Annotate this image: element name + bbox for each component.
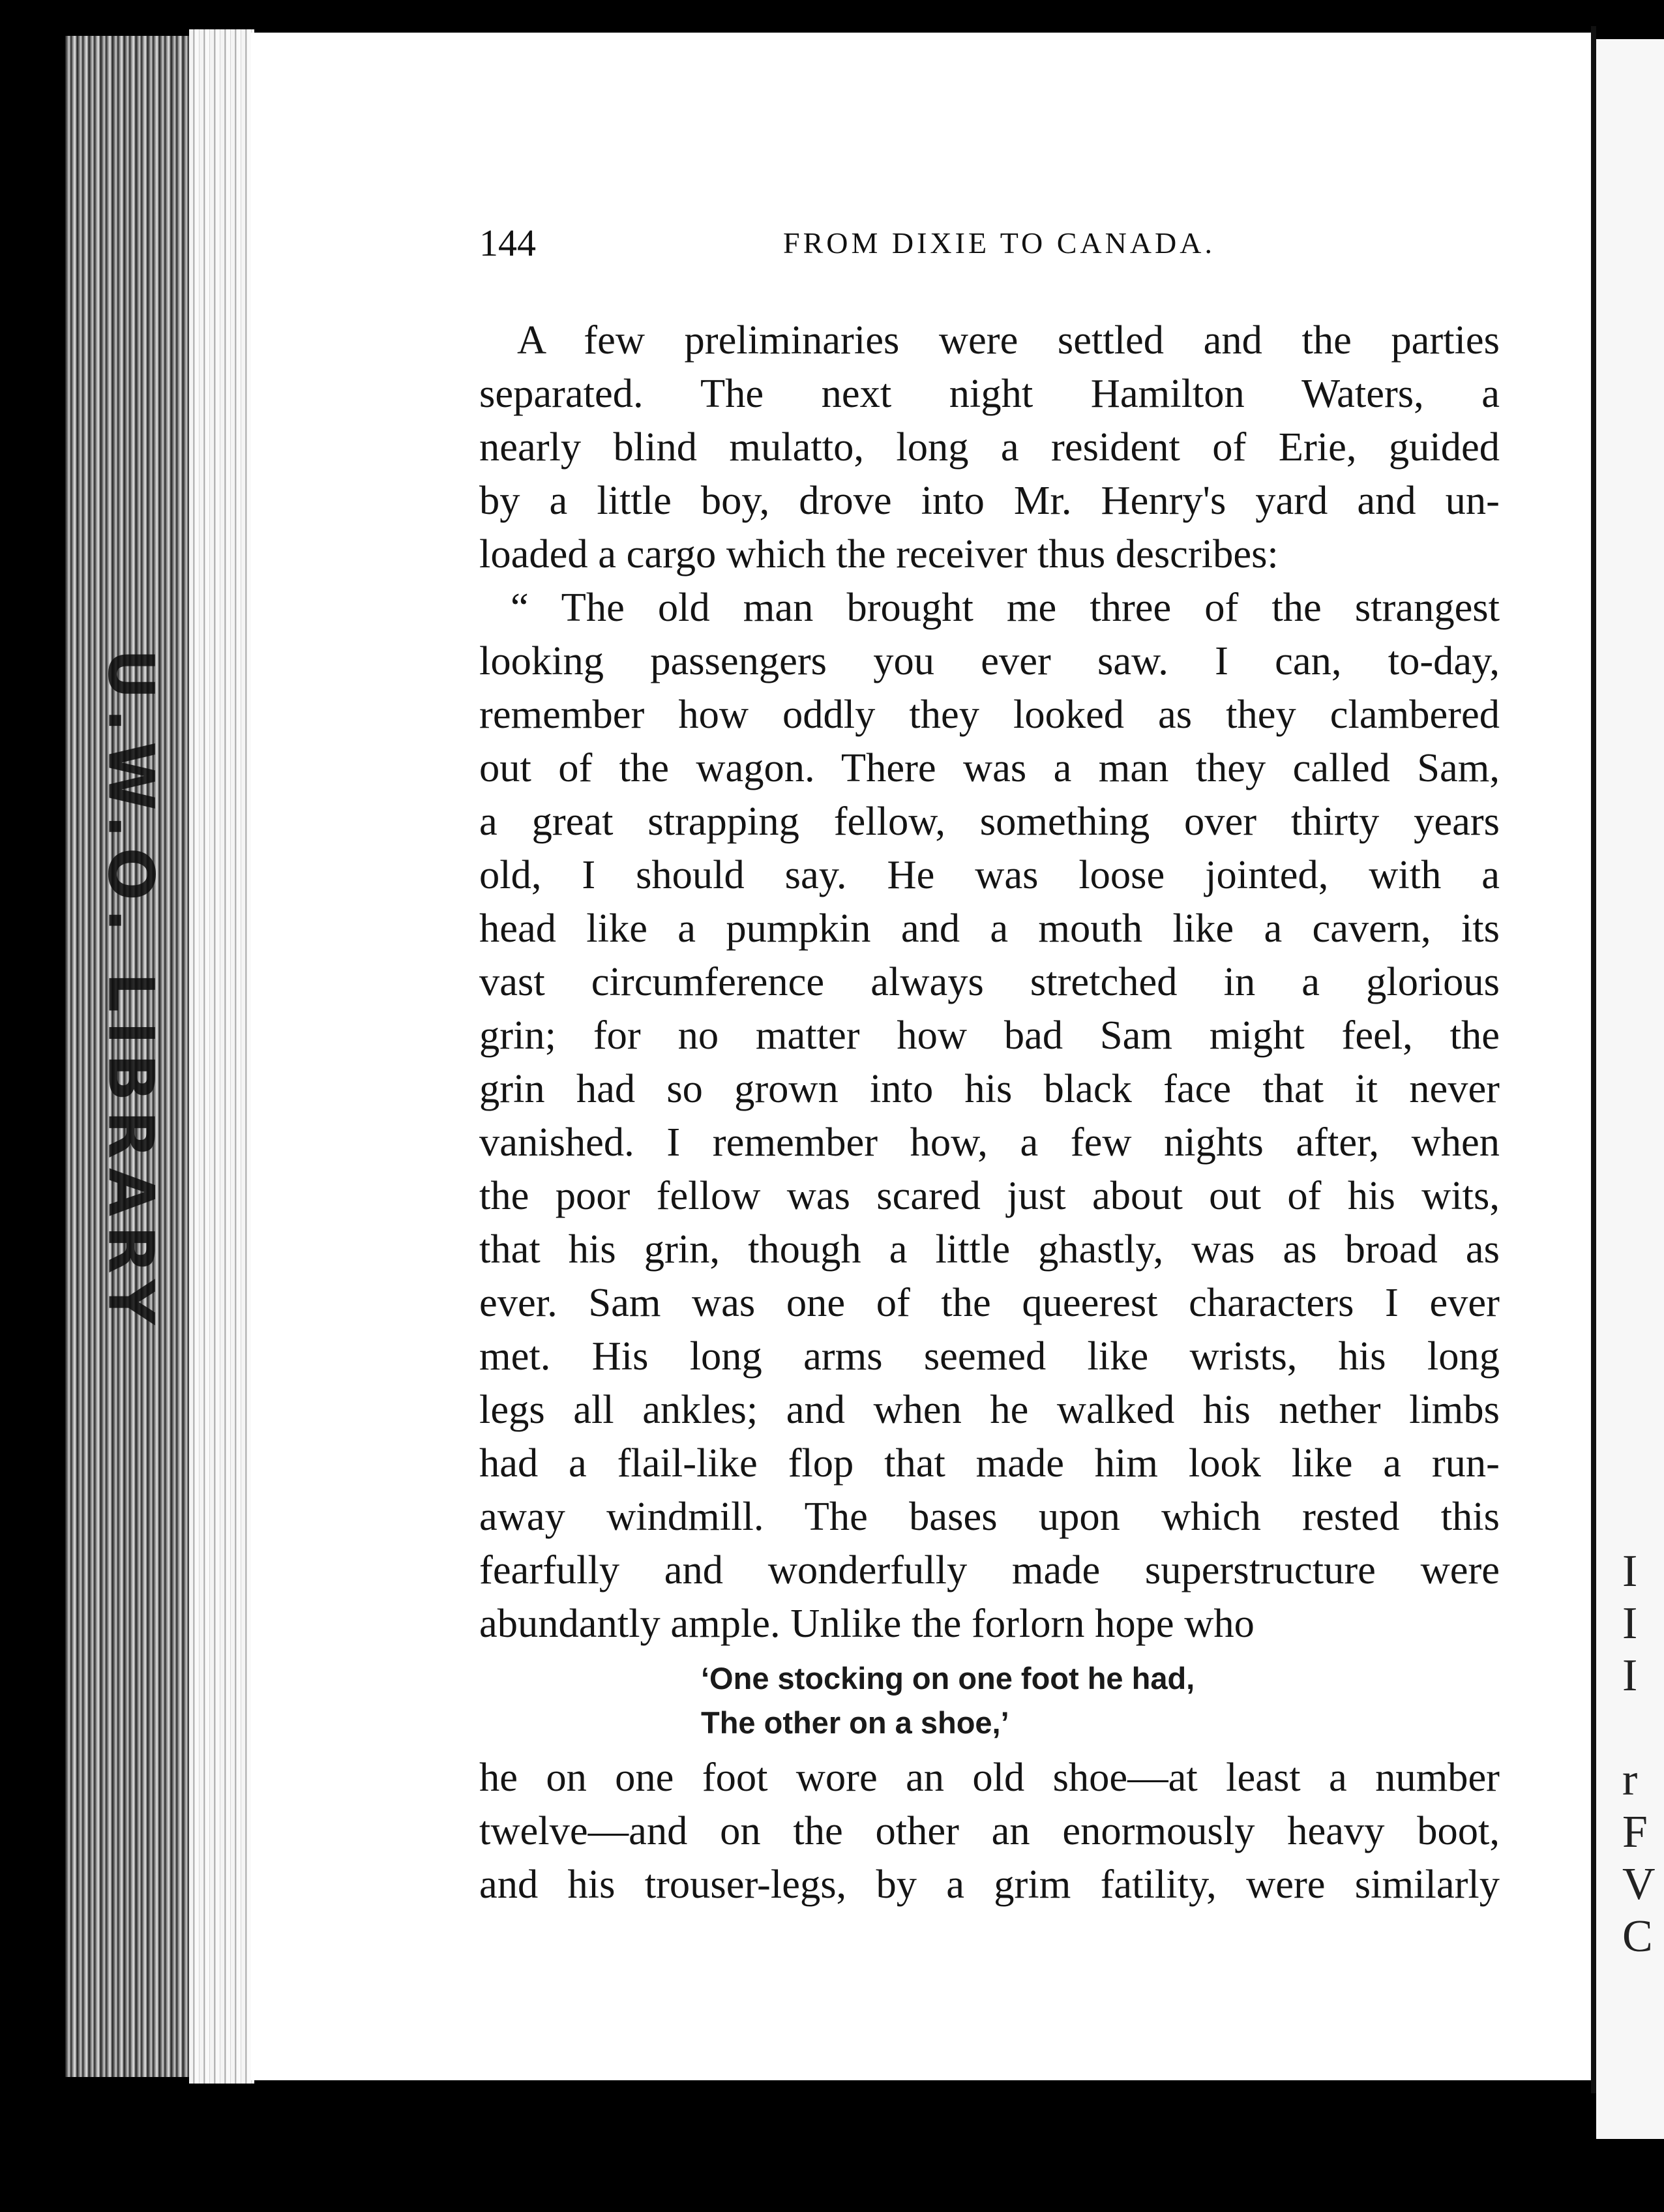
text-line: remember how oddly they looked as they clambered [479, 691, 1500, 737]
verse-quote [479, 1656, 1500, 1745]
text-line: abundantly ample. Unlike the forlorn hope who [479, 1600, 1255, 1646]
facing-page-glyph: I [1622, 1546, 1638, 1596]
text-line: had a flail-like flop that made him look like a run- [479, 1440, 1500, 1486]
text-line: A few preliminaries were settled and the parties [517, 317, 1500, 363]
page-stack-edge [189, 29, 254, 2084]
facing-page-glyph: V [1622, 1859, 1656, 1909]
text-line: by a little boy, drove into Mr. Henry's yard and un- [479, 477, 1500, 523]
text-line: he on one foot wore an old shoe—at least a number [479, 1754, 1500, 1800]
facing-page-glyph: I [1622, 1598, 1638, 1649]
text-line: met. His long arms seemed like wrists, his long [479, 1333, 1500, 1379]
verse-line: ‘One stocking on one foot he had, [701, 1661, 1195, 1696]
text-line: and his trouser-legs, by a grim fatility, were similarly [479, 1861, 1500, 1907]
book-page [251, 33, 1591, 2080]
text-line: nearly blind mulatto, long a resident of Erie, guided [479, 424, 1500, 470]
text-line: old, I should say. He was loose jointed, with a [479, 852, 1500, 897]
text-line: vanished. I remember how, a few nights after, when [479, 1119, 1500, 1165]
text-line: twelve—and on the other an enormously heavy boot, [479, 1808, 1500, 1853]
text-line: vast circumference always stretched in a glorious [479, 959, 1500, 1004]
text-line: legs all ankles; and when he walked his nether limbs [479, 1386, 1500, 1432]
text-line: ever. Sam was one of the queerest characters I ever [479, 1279, 1500, 1325]
text-line: head like a pumpkin and a mouth like a cavern, its [479, 905, 1500, 951]
facing-page-edge [1596, 39, 1664, 2139]
text-line: fearfully and wonderfully made superstructure were [479, 1547, 1500, 1592]
verse-line: The other on a shoe,’ [701, 1705, 1009, 1740]
text-line: that his grin, though a little ghastly, was as broad as [479, 1226, 1500, 1272]
text-line: away windmill. The bases upon which rested this [479, 1493, 1500, 1539]
facing-page-glyph: C [1622, 1911, 1653, 1962]
page-number: 144 [479, 221, 536, 264]
text-line: out of the wagon. There was a man they called Sam, [479, 745, 1500, 790]
running-head: FROM DIXIE TO CANADA. [783, 226, 1215, 260]
text-line: separated. The next night Hamilton Waters, a [479, 370, 1500, 416]
paragraph-2 [479, 580, 1500, 1650]
library-stamp [85, 648, 176, 1334]
facing-page-glyph: r [1622, 1755, 1638, 1805]
text-line: grin; for no matter how bad Sam might feel, the [479, 1012, 1500, 1058]
text-line: grin had so grown into his black face that it never [479, 1066, 1500, 1111]
text-line: loaded a cargo which the receiver thus describes: [479, 531, 1279, 576]
facing-page-glyph: I [1622, 1651, 1638, 1701]
text-line: the poor fellow was scared just about out of his wits, [479, 1173, 1500, 1218]
page-header [479, 203, 1500, 282]
facing-page-glyph: F [1622, 1807, 1648, 1857]
text-line: a great strapping fellow, something over thirty years [479, 798, 1500, 844]
library-stamp-text: U.W.O. LIBRARY [94, 648, 167, 1334]
gutter-shadow [1591, 26, 1596, 2093]
paragraph-3 [479, 1750, 1500, 1911]
text-line: “ The old man brought me three of the strangest [511, 584, 1500, 630]
paragraph-1 [479, 313, 1500, 580]
text-line: looking passengers you ever saw. I can, to-day, [479, 638, 1500, 683]
page-body [479, 313, 1500, 1911]
